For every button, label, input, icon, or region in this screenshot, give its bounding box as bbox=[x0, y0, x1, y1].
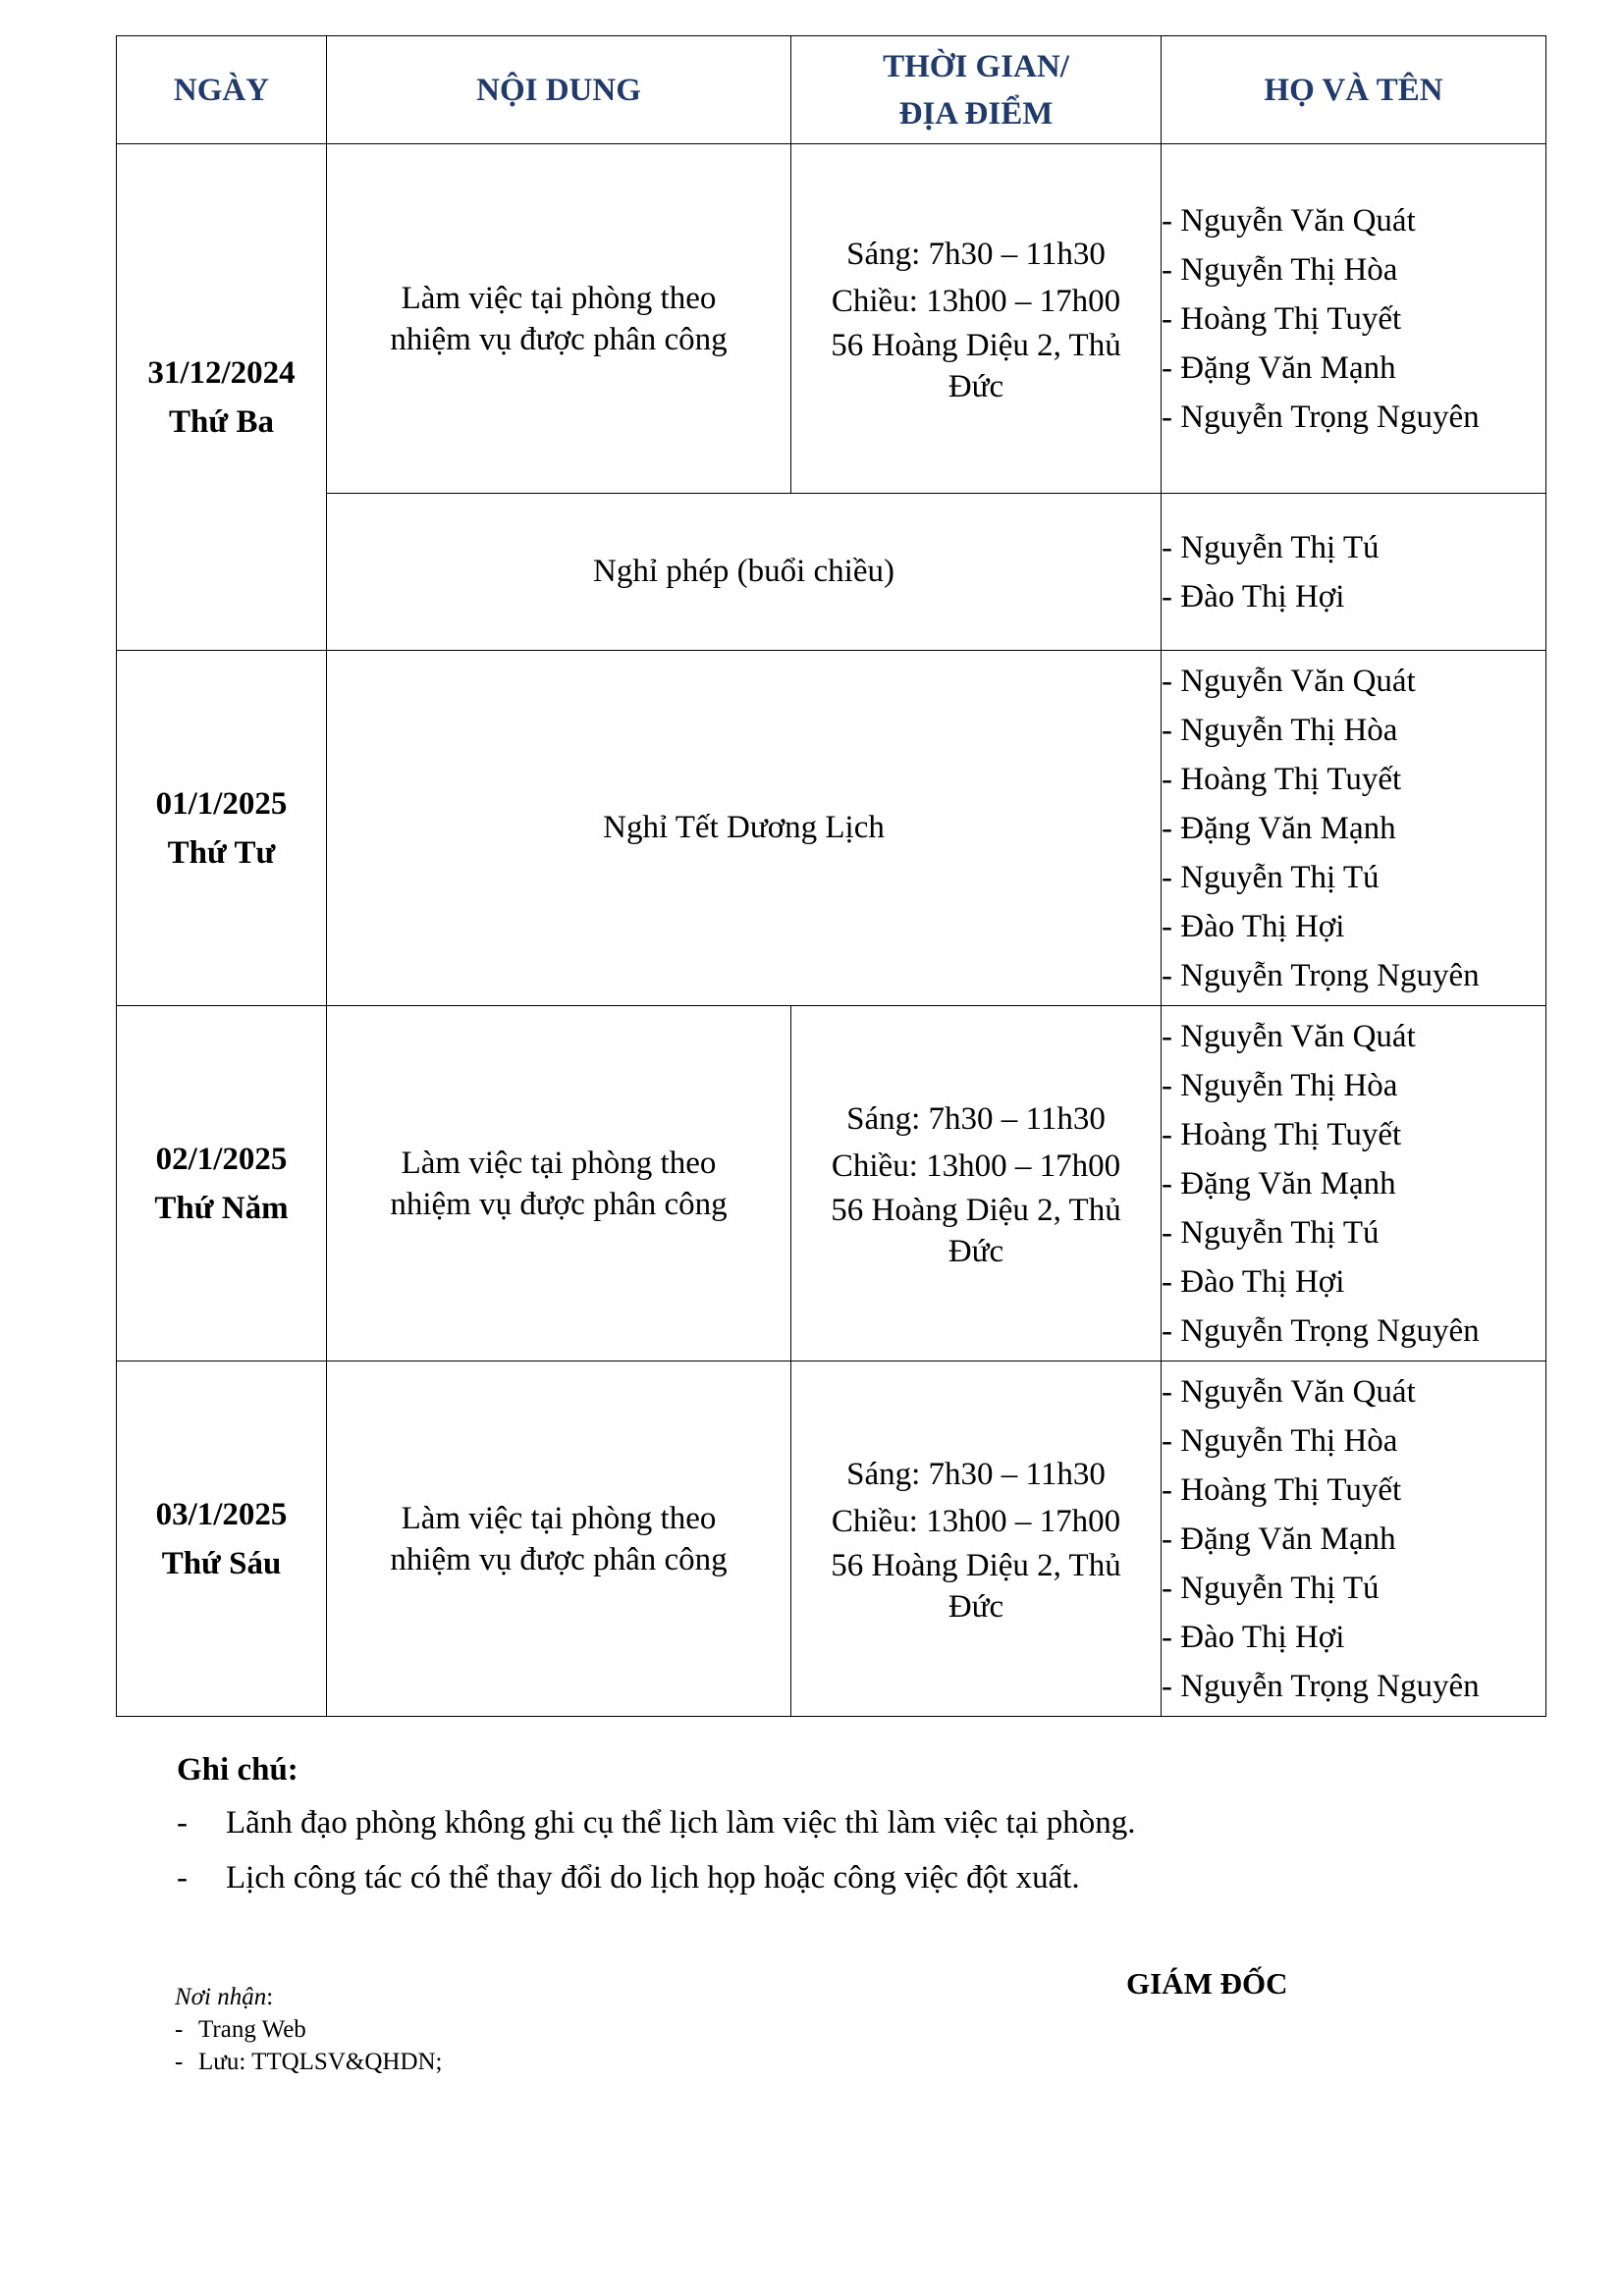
header-time-line1: THỜI GIAN/ bbox=[883, 48, 1069, 84]
date: 31/12/2024 bbox=[147, 354, 296, 391]
name-item: - Đặng Văn Mạnh bbox=[1162, 1165, 1396, 1201]
weekday: Thứ Sáu bbox=[161, 1545, 282, 1581]
name-item: - Nguyễn Văn Quát bbox=[1162, 1018, 1416, 1054]
content-line: Làm việc tại phòng theo bbox=[401, 280, 717, 316]
name-item: - Nguyễn Thị Tú bbox=[1162, 859, 1380, 895]
weekday: Thứ Năm bbox=[154, 1190, 289, 1226]
schedule-table bbox=[116, 35, 1546, 1717]
leave-cell: Nghỉ phép (buổi chiều) bbox=[327, 494, 1162, 651]
content-line: Làm việc tại phòng theo bbox=[401, 1500, 717, 1536]
name-item: - Hoàng Thị Tuyết bbox=[1162, 300, 1402, 337]
note-item bbox=[177, 1802, 1136, 1843]
signature-title: GIÁM ĐỐC bbox=[1126, 1966, 1288, 2001]
afternoon-time: Chiều: 13h00 – 17h00 bbox=[831, 1148, 1121, 1184]
table-row bbox=[117, 651, 1546, 1006]
time-location-cell bbox=[791, 1006, 1162, 1362]
address-line: Đức bbox=[947, 1233, 1004, 1269]
name-item: - Nguyễn Thị Tú bbox=[1162, 1570, 1380, 1606]
content-line: Làm việc tại phòng theo bbox=[401, 1145, 717, 1181]
names-cell bbox=[1162, 651, 1546, 1006]
name-item: - Nguyễn Văn Quát bbox=[1162, 202, 1416, 239]
name-item: - Nguyễn Trọng Nguyên bbox=[1162, 957, 1480, 993]
content-cell bbox=[327, 1362, 791, 1717]
name-item: - Đào Thị Hợi bbox=[1162, 1263, 1345, 1300]
header-time-location bbox=[791, 36, 1162, 144]
name-item: - Hoàng Thị Tuyết bbox=[1162, 1471, 1402, 1508]
name-item: - Đào Thị Hợi bbox=[1162, 908, 1345, 944]
name-item: - Đặng Văn Mạnh bbox=[1162, 349, 1396, 386]
note-dash: - bbox=[177, 1860, 188, 1896]
morning-time: Sáng: 7h30 – 11h30 bbox=[846, 236, 1106, 272]
weekday: Thứ Ba bbox=[169, 403, 274, 440]
content-line: nhiệm vụ được phân công bbox=[390, 1186, 728, 1222]
name-item: - Nguyễn Thị Hòa bbox=[1162, 712, 1398, 748]
name-item: - Nguyễn Trọng Nguyên bbox=[1162, 399, 1480, 435]
notes-section bbox=[177, 1752, 1136, 1912]
name-item: - Đào Thị Hợi bbox=[1162, 1619, 1345, 1655]
address bbox=[791, 325, 1161, 407]
weekday: Thứ Tư bbox=[167, 834, 276, 871]
afternoon-time: Chiều: 13h00 – 17h00 bbox=[831, 1503, 1121, 1539]
name-item: - Nguyễn Văn Quát bbox=[1162, 1373, 1416, 1410]
recipients-label: Nơi nhận bbox=[175, 1984, 267, 2010]
note-dash: - bbox=[177, 1805, 188, 1841]
note-text: Lãnh đạo phòng không ghi cụ thể lịch làm việc thì làm việc tại phòng. bbox=[226, 1805, 1136, 1841]
header-day: NGÀY bbox=[117, 36, 327, 144]
content-line: nhiệm vụ được phân công bbox=[390, 1541, 728, 1577]
recipients-heading bbox=[175, 1981, 443, 2013]
names-cell bbox=[1162, 494, 1546, 651]
recipient-text: Trang Web bbox=[198, 2016, 306, 2043]
recipient-text: Lưu: TTQLSV&QHDN; bbox=[198, 2049, 443, 2075]
note-text: Lịch công tác có thể thay đổi do lịch họp hoặc công việc đột xuất. bbox=[226, 1860, 1080, 1896]
address bbox=[791, 1190, 1161, 1272]
address bbox=[791, 1545, 1161, 1628]
content-cell bbox=[327, 144, 791, 494]
address-line: Đức bbox=[947, 1588, 1004, 1625]
holiday-cell: Nghỉ Tết Dương Lịch bbox=[327, 651, 1162, 1006]
address-line: 56 Hoàng Diệu 2, Thủ bbox=[831, 1547, 1121, 1583]
header-name: HỌ VÀ TÊN bbox=[1162, 36, 1546, 144]
recipient-dash: - bbox=[175, 2049, 184, 2075]
morning-time: Sáng: 7h30 – 11h30 bbox=[846, 1456, 1106, 1492]
recipients-section bbox=[175, 1981, 443, 2078]
table-row bbox=[117, 1362, 1546, 1717]
table-row bbox=[117, 1006, 1546, 1362]
names-cell bbox=[1162, 144, 1546, 494]
recipients-colon: : bbox=[266, 1984, 274, 2010]
name-item: - Nguyễn Thị Tú bbox=[1162, 1214, 1380, 1251]
morning-time: Sáng: 7h30 – 11h30 bbox=[846, 1100, 1106, 1137]
name-item: - Nguyễn Thị Tú bbox=[1162, 529, 1380, 565]
afternoon-time: Chiều: 13h00 – 17h00 bbox=[831, 283, 1121, 319]
table-row bbox=[117, 144, 1546, 494]
name-item: - Nguyễn Thị Hòa bbox=[1162, 1422, 1398, 1459]
name-item: - Hoàng Thị Tuyết bbox=[1162, 1116, 1402, 1152]
header-row bbox=[117, 36, 1546, 144]
day-cell bbox=[117, 1006, 327, 1362]
header-time-line2: ĐỊA ĐIỂM bbox=[898, 95, 1054, 132]
notes-title: Ghi chú: bbox=[177, 1752, 298, 1788]
time-location-cell bbox=[791, 144, 1162, 494]
name-item: - Nguyễn Thị Hòa bbox=[1162, 1067, 1398, 1103]
names-cell bbox=[1162, 1362, 1546, 1717]
name-item: - Nguyễn Thị Hòa bbox=[1162, 251, 1398, 288]
header-content: NỘI DUNG bbox=[327, 36, 791, 144]
name-item: - Nguyễn Trọng Nguyên bbox=[1162, 1312, 1480, 1349]
table-row bbox=[117, 494, 1546, 651]
day-cell bbox=[117, 144, 327, 651]
recipient-dash: - bbox=[175, 2016, 184, 2043]
note-item bbox=[177, 1857, 1136, 1898]
name-item: - Hoàng Thị Tuyết bbox=[1162, 761, 1402, 797]
recipient-item bbox=[175, 2046, 443, 2078]
content-line: nhiệm vụ được phân công bbox=[390, 321, 728, 357]
time-location-cell bbox=[791, 1362, 1162, 1717]
content-cell bbox=[327, 1006, 791, 1362]
address-line: Đức bbox=[947, 368, 1004, 404]
names-cell bbox=[1162, 1006, 1546, 1362]
date: 03/1/2025 bbox=[155, 1496, 288, 1532]
name-item: - Nguyễn Văn Quát bbox=[1162, 663, 1416, 699]
name-item: - Nguyễn Trọng Nguyên bbox=[1162, 1668, 1480, 1704]
name-item: - Đặng Văn Mạnh bbox=[1162, 810, 1396, 846]
day-cell bbox=[117, 1362, 327, 1717]
name-item: - Đặng Văn Mạnh bbox=[1162, 1521, 1396, 1557]
name-item: - Đào Thị Hợi bbox=[1162, 578, 1345, 614]
address-line: 56 Hoàng Diệu 2, Thủ bbox=[831, 1192, 1121, 1228]
day-cell bbox=[117, 651, 327, 1006]
date: 01/1/2025 bbox=[155, 785, 288, 822]
address-line: 56 Hoàng Diệu 2, Thủ bbox=[831, 327, 1121, 363]
date: 02/1/2025 bbox=[155, 1141, 288, 1177]
recipient-item bbox=[175, 2013, 443, 2046]
